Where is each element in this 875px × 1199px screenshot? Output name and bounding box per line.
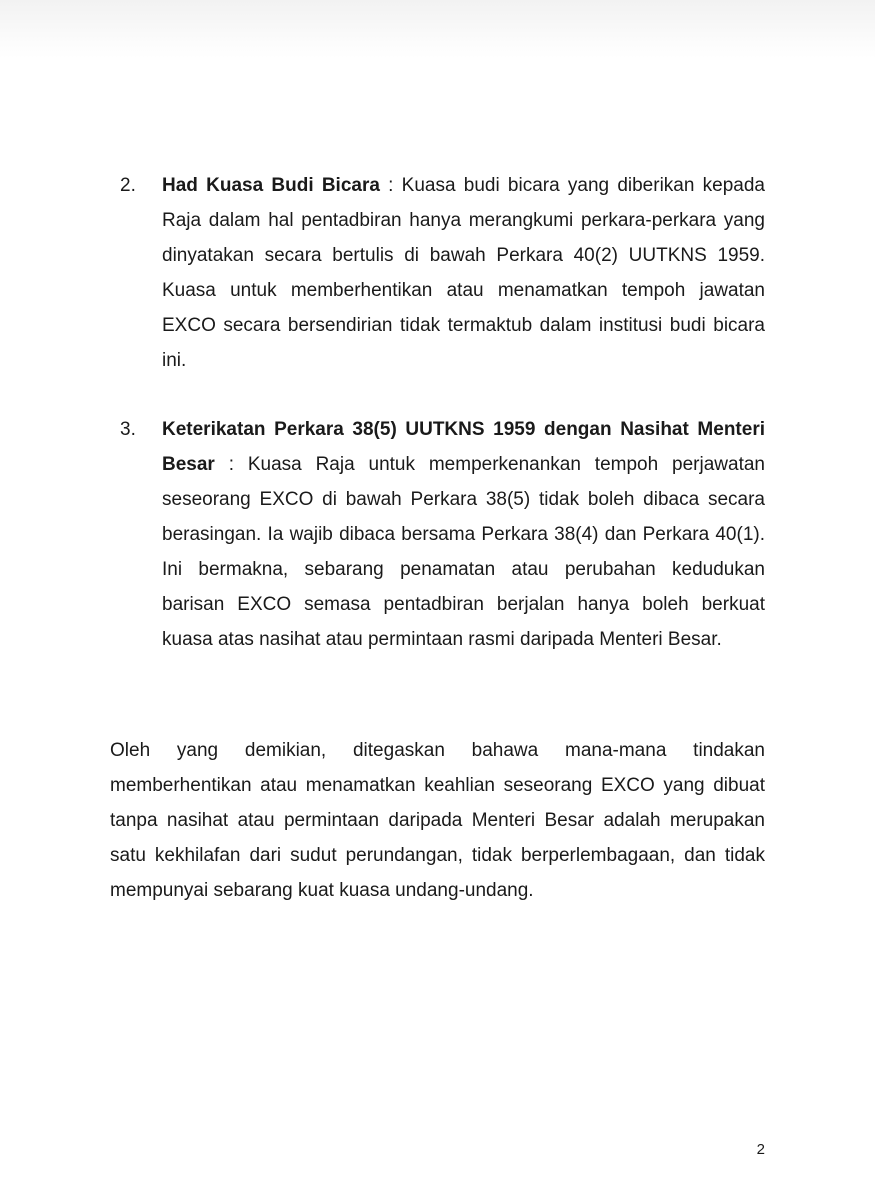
- page-top-shadow: [0, 0, 875, 58]
- page-number: 2: [756, 1141, 765, 1158]
- list-item-text: : Kuasa budi bicara yang diberikan kepada Raja dalam hal pentadbiran hanya merangkumi perkara-perkara yang dinyatakan secara bertulis di bawah Perkara 40(2) UUTKNS 1959. Kuasa untuk memberhentikan atau menamatkan tempoh jawatan EXCO secara bersendirian tidak termaktub dalam institusi budi bicara ini.: [162, 175, 765, 371]
- list-item-heading: Keterikatan Perkara 38(5) UUTKNS 1959 dengan Nasihat Menteri Besar: [162, 419, 765, 475]
- list-item-heading: Had Kuasa Budi Bicara: [162, 175, 380, 196]
- conclusion-paragraph: Oleh yang demikian, ditegaskan bahawa mana-mana tindakan memberhentikan atau menamatkan keahlian seseorang EXCO yang dibuat tanpa nasihat atau permintaan daripada Menteri Besar adalah merupakan satu kekhilafan dari sudut perundangan, tidak berperlembagaan, dan tidak mempunyai sebarang kuat kuasa undang-undang.: [110, 740, 765, 901]
- list-item-number: 3.: [120, 419, 136, 440]
- list-item-body: [162, 168, 765, 378]
- list-item-body: [162, 412, 765, 657]
- list-item-text: : Kuasa Raja untuk memperkenankan tempoh perjawatan seseorang EXCO di bawah Perkara 38(5) tidak boleh dibaca secara berasingan. Ia wajib dibaca bersama Perkara 38(4) dan Perkara 40(1). Ini bermakna, sebarang penamatan atau perubahan kedudukan barisan EXCO semasa pentadbiran berjalan hanya boleh berkuat kuasa atas nasihat atau permintaan rasmi daripada Menteri Besar.: [162, 454, 765, 650]
- list-item-number: 2.: [120, 175, 136, 196]
